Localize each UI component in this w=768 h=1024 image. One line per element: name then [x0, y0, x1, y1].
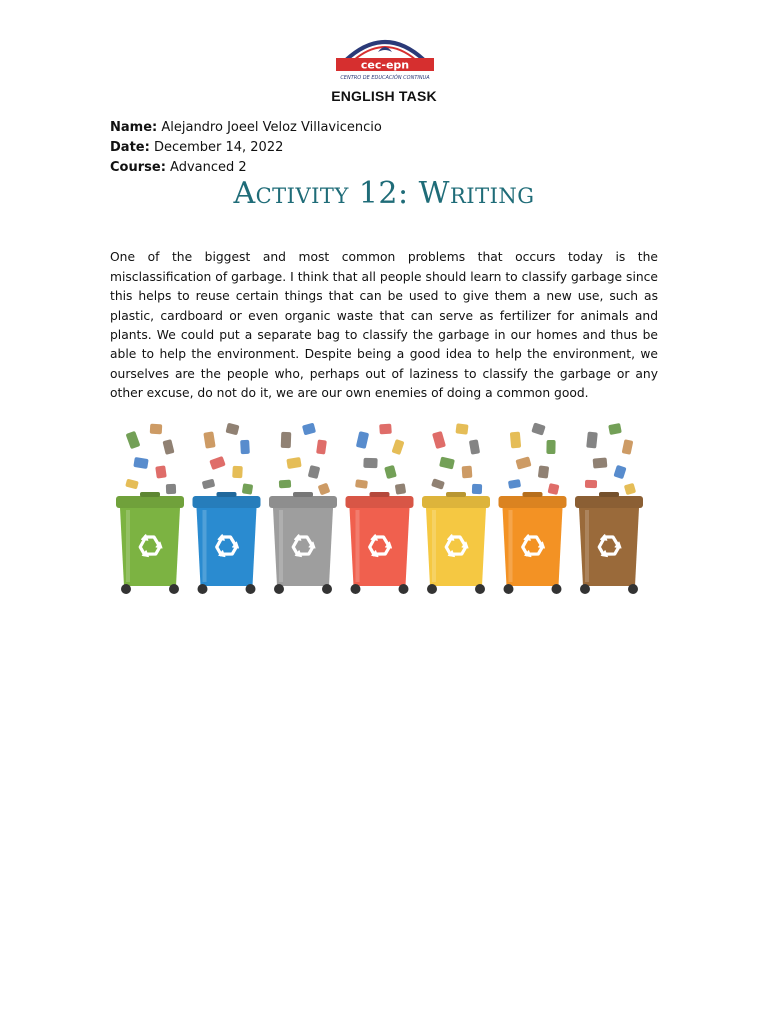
bin-batteries [575, 423, 643, 594]
bin-wheel [246, 584, 256, 594]
activity-title: Activity 12: Writing [233, 176, 535, 211]
bin-lid [269, 496, 337, 508]
essay-paragraph: One of the biggest and most common problems that occurs today is the misclassification of garbage. I think that all people should learn to classify garbage since this helps to reuse certain things that can be used to give them a new use, such as plastic, cardboard or even organic waste that can serve as fertilizer for animals and plants. We could put a separate bag to classify the garbage in our homes and thus be able to help the environment. Despite being a good idea to help the environment, we ourselves are the people who, perhaps out of laziness to classify the garbage or any other excuse, do not do it, we are our own enemies of doing a common good. [110, 250, 658, 401]
course-value: Advanced 2 [170, 160, 247, 175]
paper-item [225, 423, 239, 436]
bin-plastic [499, 422, 567, 594]
glass-item [166, 484, 176, 494]
bin-metal [422, 423, 490, 594]
bin-shine [203, 510, 207, 582]
electronics-item [356, 431, 369, 449]
plastic-item [508, 479, 521, 489]
electronics-item [363, 458, 377, 468]
plastic-waste-items [508, 422, 560, 495]
organic-item [308, 465, 321, 479]
plastic-item [548, 483, 560, 495]
bin-lid [346, 496, 414, 508]
plastic-item [531, 422, 546, 435]
bin-handle [293, 492, 313, 497]
glass-item [126, 431, 141, 449]
plastic-item [515, 456, 531, 469]
organic-item [286, 457, 301, 469]
student-info [110, 118, 382, 178]
bin-lid [193, 496, 261, 508]
plastic-item [538, 465, 549, 478]
organic-waste-items [279, 423, 331, 496]
course-row [110, 158, 382, 178]
bin-wheel [475, 584, 485, 594]
paper-item [202, 479, 216, 490]
batteries-item [593, 457, 608, 468]
bin-wheel [628, 584, 638, 594]
paper-item [209, 456, 226, 470]
plastic-item [546, 440, 555, 454]
bin-wheel [274, 584, 284, 594]
organic-item [302, 423, 316, 436]
bin-lid [116, 496, 184, 508]
bin-wheel [198, 584, 208, 594]
metal-waste-items [431, 423, 482, 494]
bin-handle [446, 492, 466, 497]
glass-item [125, 479, 139, 490]
batteries-item [622, 439, 634, 455]
electronics-item [384, 465, 397, 479]
glass-item [150, 424, 163, 435]
paper-waste-items [202, 423, 254, 495]
glass-item [162, 439, 174, 455]
logo-subtext: CENTRO DE EDUCACIÓN CONTINUA [340, 75, 430, 81]
batteries-item [608, 423, 622, 435]
metal-item [462, 466, 473, 479]
bin-shine [432, 510, 436, 582]
electronics-waste-items [355, 424, 406, 495]
bin-handle [217, 492, 237, 497]
paper-item [242, 483, 253, 494]
batteries-item [586, 432, 598, 449]
metal-item [469, 439, 480, 454]
date-value: December 14, 2022 [153, 140, 284, 155]
course-label: Course: [110, 160, 166, 175]
bin-wheel [399, 584, 409, 594]
bin-wheel [169, 584, 179, 594]
date-row [110, 138, 382, 158]
bin-wheel [351, 584, 361, 594]
bin-handle [370, 492, 390, 497]
date-label: Date: [110, 140, 150, 155]
batteries-item [585, 480, 597, 488]
metal-item [472, 484, 482, 494]
metal-item [439, 457, 455, 470]
electronics-item [355, 479, 368, 489]
bin-lid [575, 496, 643, 508]
electronics-item [379, 424, 392, 435]
paper-item [203, 431, 215, 448]
bin-wheel [504, 584, 514, 594]
electronics-item [391, 439, 404, 455]
name-label: Name: [110, 120, 158, 135]
bin-handle [140, 492, 160, 497]
organic-item [316, 439, 327, 454]
bin-paper [193, 423, 261, 594]
recycling-bins-illustration [108, 418, 660, 614]
metal-item [432, 431, 446, 449]
metal-item [455, 423, 468, 434]
organic-item [318, 483, 331, 496]
bin-electronics [346, 424, 414, 594]
bin-wheel [427, 584, 437, 594]
glass-waste-items [125, 424, 176, 494]
name-row [110, 118, 382, 138]
bin-wheel [121, 584, 131, 594]
glass-item [133, 457, 148, 469]
electronics-item [395, 483, 406, 494]
logo-wordmark: cec-epn [360, 58, 410, 72]
name-value: Alejandro Joeel Veloz Villavicencio [161, 120, 382, 135]
bin-lid [422, 496, 490, 508]
plastic-item [510, 432, 521, 449]
batteries-item [613, 465, 626, 480]
paper-item [232, 466, 243, 479]
bin-shine [279, 510, 283, 582]
bin-shine [509, 510, 513, 582]
bin-shine [585, 510, 589, 582]
batteries-item [624, 483, 636, 495]
bin-wheel [552, 584, 562, 594]
bin-wheel [322, 584, 332, 594]
batteries-waste-items [585, 423, 636, 495]
bin-lid [499, 496, 567, 508]
bin-glass [116, 424, 184, 594]
glass-item [155, 465, 167, 478]
bin-handle [599, 492, 619, 497]
recycling-bins-svg [108, 418, 660, 614]
bin-wheel [580, 584, 590, 594]
cec-epn-logo [332, 30, 438, 84]
bin-handle [523, 492, 543, 497]
metal-item [431, 478, 445, 489]
task-title: ENGLISH TASK [331, 88, 437, 104]
bin-organic [269, 423, 337, 594]
organic-item [281, 432, 292, 448]
organic-item [279, 480, 291, 489]
bin-shine [356, 510, 360, 582]
paper-item [240, 440, 250, 454]
bin-shine [126, 510, 130, 582]
